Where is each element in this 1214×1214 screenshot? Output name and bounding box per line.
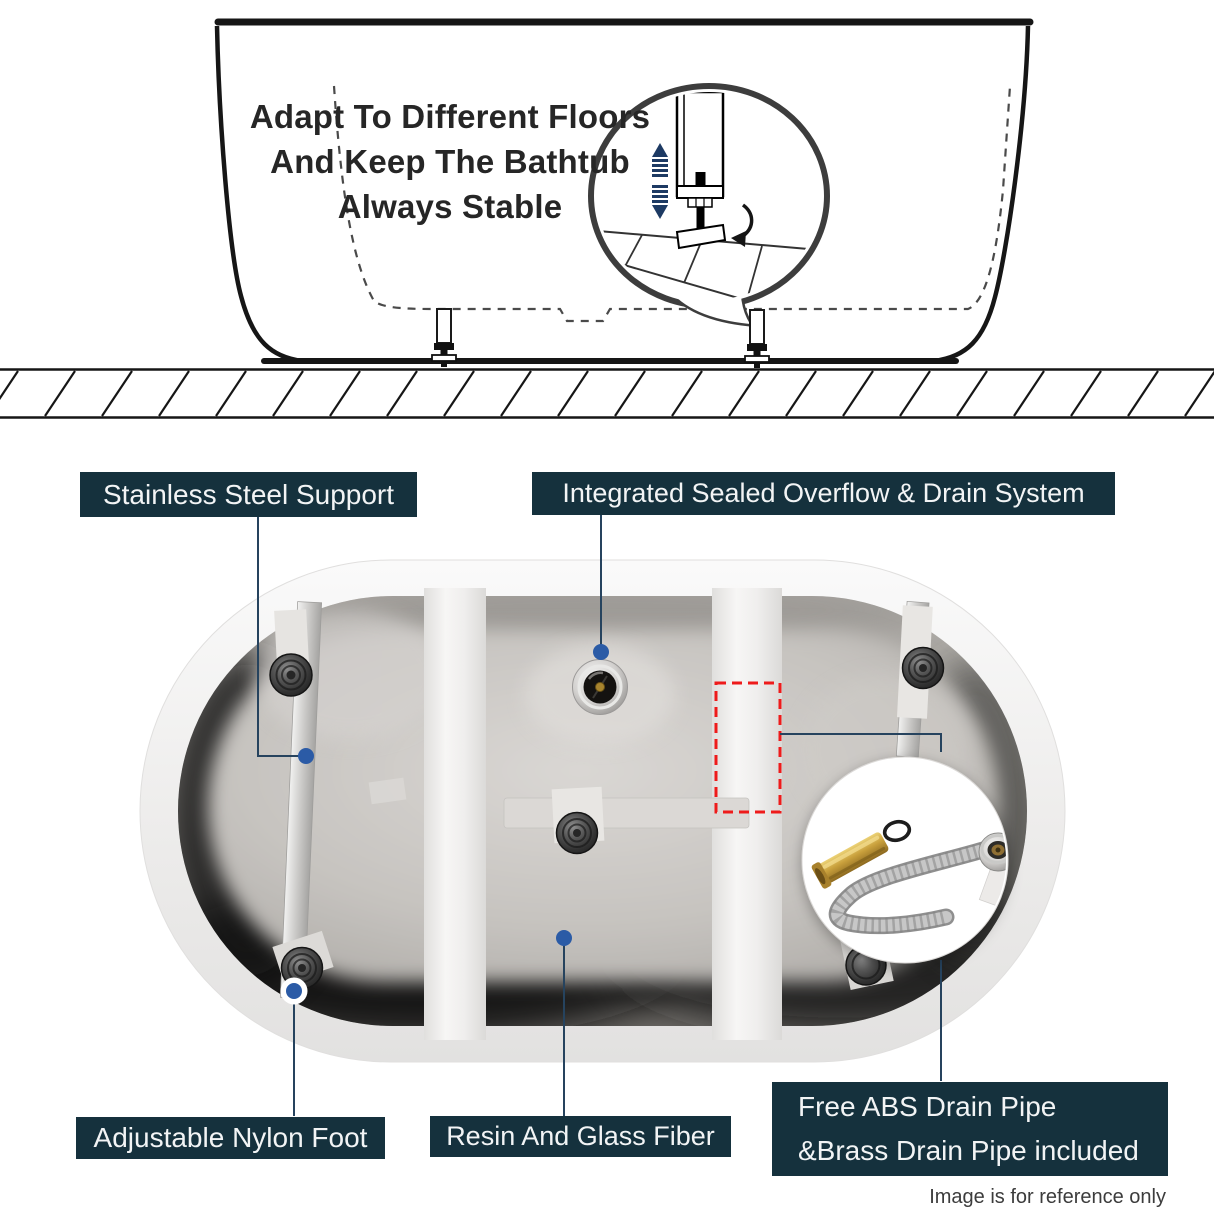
underside-drain	[573, 660, 628, 715]
callout-label: Resin And Glass Fiber	[446, 1121, 715, 1151]
callout-adjustable-nylon-foot	[76, 1117, 385, 1159]
callout-label: Stainless Steel Support	[102, 478, 395, 510]
callout-label-line: &Brass Drain Pipe included	[798, 1135, 1139, 1166]
reference-note: Image is for reference only	[929, 1186, 1166, 1208]
center-support-bar	[504, 798, 749, 828]
bathtub-side-diagram	[0, 0, 1214, 460]
blue-dot-marker	[298, 748, 314, 764]
caption-line: Adapt To Different Floors	[249, 98, 651, 135]
callout-stainless-steel-support	[80, 472, 417, 517]
callout-label: Adjustable Nylon Foot	[93, 1122, 368, 1153]
callout-resin-glass-fiber	[430, 1116, 731, 1157]
callout-label: Integrated Sealed Overflow & Drain System	[562, 478, 1085, 508]
callout-free-drain-pipe	[772, 1082, 1168, 1176]
blue-dot-marker	[593, 644, 609, 660]
diagram-caption	[230, 94, 670, 229]
caption-line: Always Stable	[337, 188, 563, 225]
floor-hatching	[0, 370, 1214, 418]
callout-label-line: Free ABS Drain Pipe	[798, 1091, 1057, 1122]
adjustable-foot-diagram-left	[432, 309, 456, 367]
callout-overflow-drain-system	[532, 472, 1115, 515]
blue-dot-marker	[556, 930, 572, 946]
caption-line: And Keep The Bathtub	[270, 143, 630, 180]
blue-dot-marker	[286, 983, 302, 999]
